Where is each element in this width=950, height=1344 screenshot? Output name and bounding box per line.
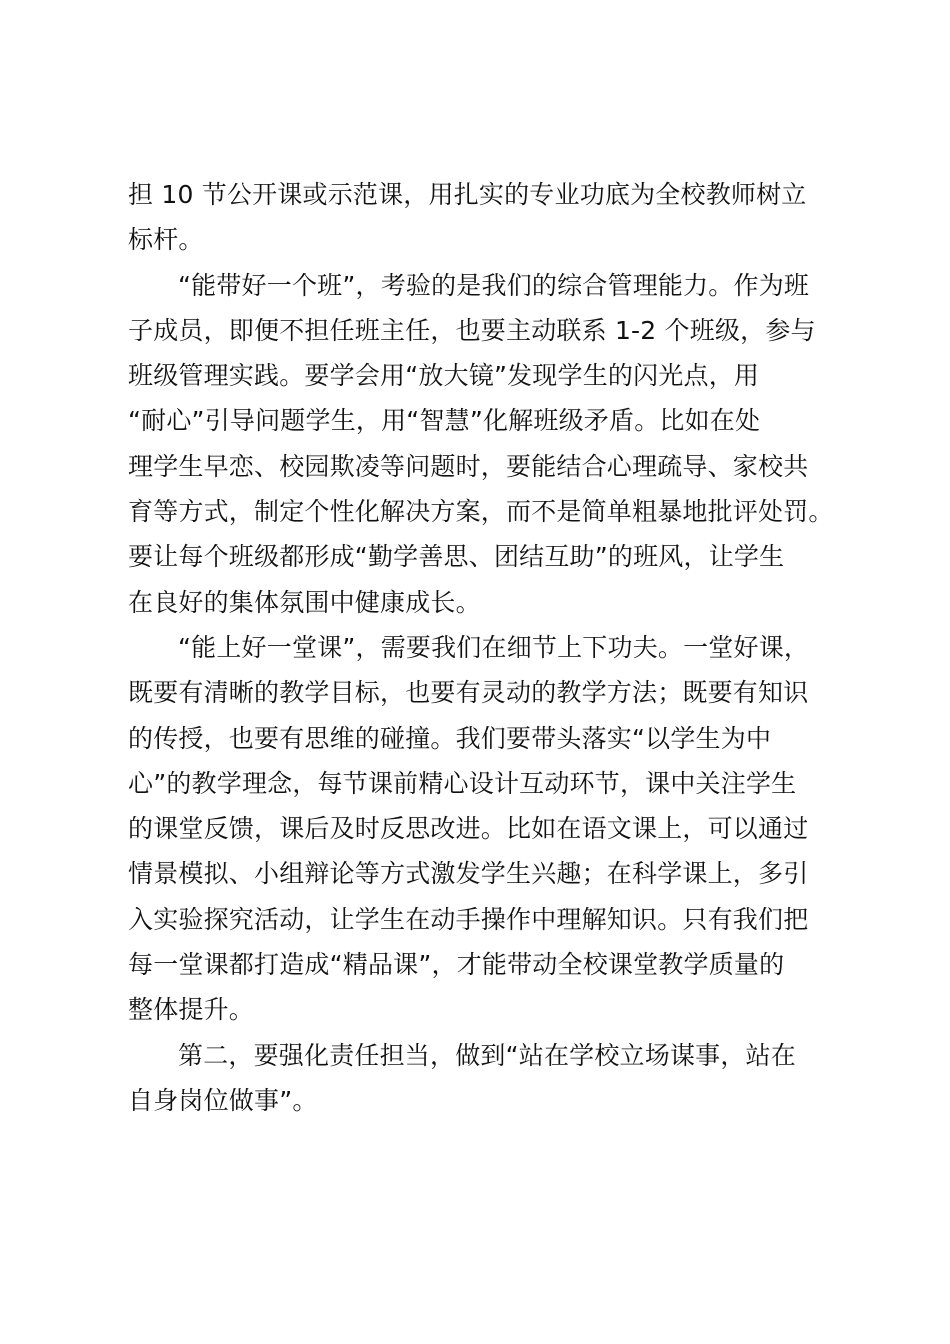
text-line: 每一堂课都打造成“精品课”，才能带动全校课堂教学质量的 xyxy=(128,950,785,980)
text-line: 标杆。 xyxy=(128,225,204,255)
paragraph-class-management xyxy=(128,263,848,625)
text-line: “能带好一个班”，考验的是我们的综合管理能力。作为班 xyxy=(178,270,810,300)
text-line: 担 10 节公开课或示范课，用扎实的专业功底为全校教师树立 xyxy=(128,180,807,209)
text-line: “能上好一堂课”，需要我们在细节上下功夫。一堂好课， xyxy=(178,632,810,662)
text-line: 入实验探究活动，让学生在动手操作中理解知识。只有我们把 xyxy=(128,904,809,934)
text-line: 既要有清晰的教学目标，也要有灵动的教学方法；既要有知识 xyxy=(128,678,809,708)
text-line: 理学生早恋、校园欺凌等问题时，要能结合心理疏导、家校共 xyxy=(128,451,809,481)
paragraph-continuation xyxy=(128,172,848,263)
text-line: 第二，要强化责任担当，做到“站在学校立场谋事，站在 xyxy=(178,1040,796,1070)
text-line: 子成员，即便不担任班主任，也要主动联系 1-2 个班级，参与 xyxy=(128,315,816,345)
paragraph-responsibility xyxy=(128,1033,848,1124)
text-line: 的传授，也要有思维的碰撞。我们要带头落实“以学生为中 xyxy=(128,723,772,753)
text-line: 班级管理实践。要学会用“放大镜”发现学生的闪光点，用 xyxy=(128,361,760,391)
text-line: 自身岗位做事”。 xyxy=(128,1085,318,1115)
text-line: 整体提升。 xyxy=(128,995,255,1025)
text-line: “耐心”引导问题学生，用“智慧”化解班级矛盾。比如在处 xyxy=(128,406,761,436)
text-line: 心”的教学理念，每节课前精心设计互动环节，课中关注学生 xyxy=(128,768,797,798)
text-line: 情景模拟、小组辩论等方式激发学生兴趣；在科学课上，多引 xyxy=(128,859,809,889)
text-line: 在良好的集体氛围中健康成长。 xyxy=(128,587,481,617)
text-line: 育等方式，制定个性化解决方案，而不是简单粗暴地批评处罚。 xyxy=(128,497,834,527)
paragraph-good-lesson xyxy=(128,625,848,1033)
text-line: 的课堂反馈，课后及时反思改进。比如在语文课上，可以通过 xyxy=(128,814,809,844)
body-text xyxy=(128,172,848,1123)
text-line: 要让每个班级都形成“勤学善思、团结互助”的班风，让学生 xyxy=(128,542,785,572)
